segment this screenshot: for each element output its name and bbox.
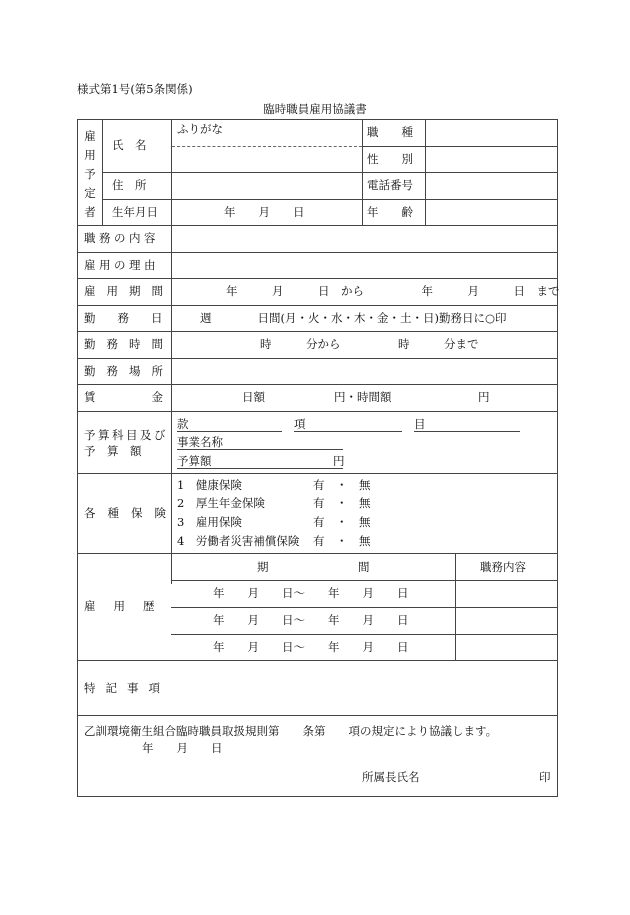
age-label: 年 齢 (367, 205, 413, 219)
employment-history-label: 雇用歴 (84, 599, 173, 613)
list-item: 4 労働者災害補償保険 (177, 534, 300, 548)
dob-field[interactable]: 年 月 日 (224, 205, 305, 219)
wage-daily-label: 日額 (242, 390, 265, 404)
special-notes-label: 特記事項 (84, 681, 170, 695)
job-content-label: 職務の内容 (84, 231, 159, 245)
work-place-label: 勤務場所 (84, 364, 174, 378)
budget-moku-field[interactable]: 目 (414, 419, 520, 432)
budget-yen-label: 円 (333, 454, 345, 468)
name-label: 氏 名 (112, 138, 147, 152)
budget-kou-field[interactable]: 項 (294, 419, 402, 432)
form-reference: 様式第1号(第5条関係) (77, 82, 193, 96)
employment-period-label: 雇用期間 (84, 284, 174, 298)
applicant-group-label: 雇 用 予 定 者 (84, 129, 96, 219)
period-header-1: 期 (257, 560, 269, 574)
list-item: 1 健康保険 (177, 478, 242, 492)
seal-mark: 印 (539, 770, 551, 784)
list-item: 3 雇用保険 (177, 515, 242, 529)
workdays-label: 勤務日 (84, 311, 185, 325)
dob-label: 生年月日 (112, 205, 158, 219)
wage-yen-label: 円 (478, 390, 490, 404)
gender-label: 性 別 (367, 152, 413, 166)
insurance-option[interactable]: 有 ・ 無 (313, 478, 371, 492)
work-hours-label: 勤務時間 (84, 337, 174, 351)
budget-kan-field[interactable]: 款 (177, 419, 282, 432)
signer-label: 所属長氏名 (362, 770, 420, 784)
work-hours-field[interactable]: 時 分から 時 分まで (260, 337, 479, 351)
table-row[interactable]: 年 月 日〜 年 月 日 (213, 613, 409, 627)
budget-amount-field[interactable]: 予算額 円 (177, 454, 345, 468)
wage-hourly-label: 円・時間額 (334, 390, 392, 404)
wage-label: 賃金 (84, 390, 219, 404)
list-item: 2 厚生年金保険 (177, 496, 265, 510)
form-title: 臨時職員雇用協議書 (263, 102, 367, 116)
agreement-date[interactable]: 年 月 日 (142, 741, 223, 755)
employment-period-field[interactable]: 年 月 日 から 年 月 日 まで (226, 284, 560, 298)
table-row[interactable]: 年 月 日〜 年 月 日 (213, 640, 409, 654)
duties-header: 職務内容 (480, 560, 526, 574)
table-row[interactable]: 年 月 日〜 年 月 日 (213, 586, 409, 600)
occupation-label: 職 種 (367, 125, 413, 139)
period-header-2: 間 (358, 560, 370, 574)
hire-reason-label: 雇用の理由 (84, 258, 159, 272)
insurance-option[interactable]: 有 ・ 無 (313, 534, 371, 548)
insurance-label: 各種保険 (84, 506, 178, 520)
address-label: 住 所 (112, 178, 147, 192)
budget-label-line1: 予算科目及び (84, 428, 168, 442)
phone-label: 電話番号 (367, 178, 413, 192)
budget-label-line2: 予 算 額 (84, 444, 142, 458)
budget-project-field[interactable]: 事業名称 (177, 437, 343, 450)
furigana-label: ふりがな (177, 122, 223, 136)
insurance-option[interactable]: 有 ・ 無 (313, 515, 371, 529)
workdays-field[interactable]: 週 日間(月・火・水・木・金・土・日)勤務日に○印 (200, 311, 507, 325)
agreement-statement: 乙訓環境衛生組合臨時職員取扱規則第 条第 項の規定により協議します。 (84, 724, 498, 738)
insurance-option[interactable]: 有 ・ 無 (313, 496, 371, 510)
